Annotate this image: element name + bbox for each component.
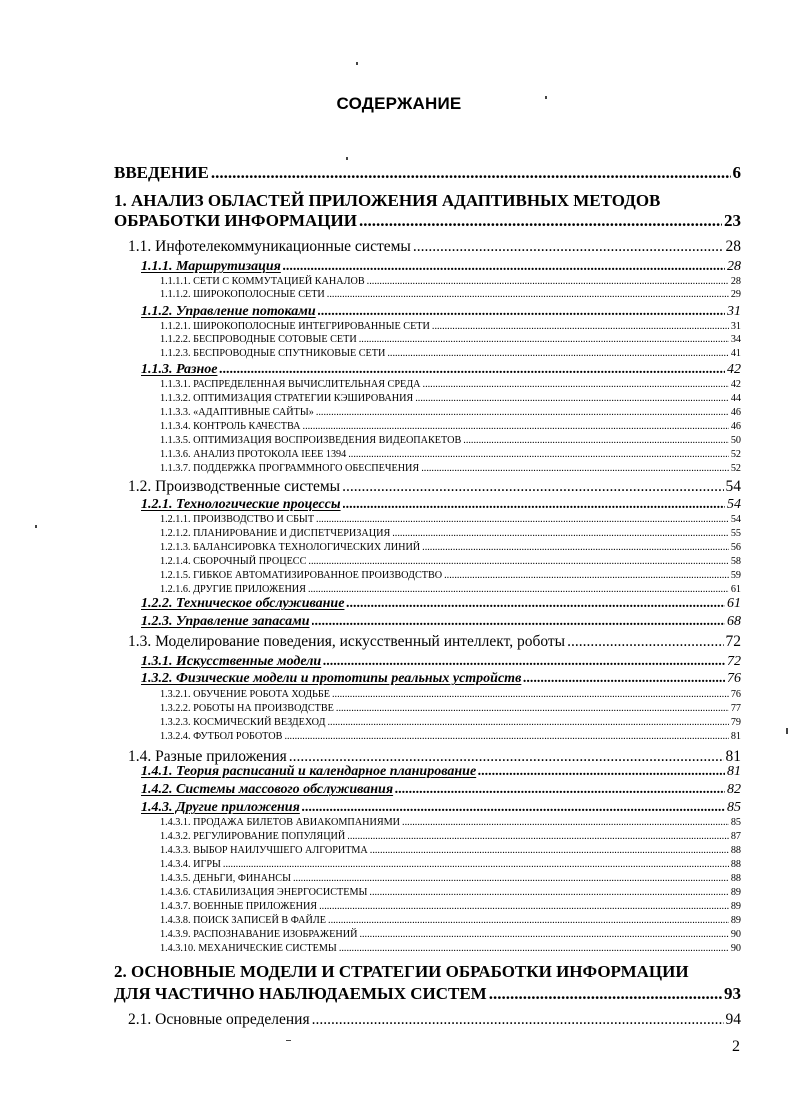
toc-entry-title: 1.4.3.1. ПРОДАЖА БИЛЕТОВ АВИАКОМПАНИЯМИ: [160, 817, 401, 828]
page-title: СОДЕРЖАНИЕ: [336, 94, 462, 113]
toc-entry-page: 89: [730, 915, 741, 926]
toc-entry-title: 1.1.2.1. ШИРОКОПОЛОСНЫЕ ИНТЕГРИРОВАННЫЕ СЕТИ: [160, 321, 430, 332]
toc-entry: [141, 497, 741, 513]
toc-entry-page: 46: [730, 407, 741, 418]
toc-entry-title: 1.3.1. Искусственные модели: [141, 654, 322, 669]
toc-entry-title: 1.1.1.1. СЕТИ С КОММУТАЦИЕЙ КАНАЛОВ: [160, 276, 365, 287]
toc-leader-dots: [339, 943, 729, 954]
toc-entry: [128, 633, 741, 651]
toc-entry-page: 54: [730, 514, 741, 525]
toc-entry-title: 1.2.1.6. ДРУГИЕ ПРИЛОЖЕНИЯ: [160, 584, 306, 595]
scan-speck: [286, 1040, 291, 1041]
toc-entry: [160, 717, 741, 728]
toc-entry: [160, 321, 741, 332]
toc-entry-page: 89: [730, 887, 741, 898]
toc-leader-dots: [367, 276, 729, 287]
toc-entry-page: 6: [732, 163, 741, 182]
toc-leader-dots: [328, 915, 729, 926]
toc-entry: [128, 1011, 741, 1029]
toc-leader-dots: [444, 570, 729, 581]
toc-leader-dots: [283, 259, 725, 275]
toc-entry-title: 1.1.3.6. АНАЛИЗ ПРОТОКОЛА IEEE 1394: [160, 449, 347, 460]
toc-entry: [160, 943, 741, 954]
toc-entry: [114, 163, 741, 183]
toc-entry: [160, 449, 741, 460]
toc-leader-dots: [302, 800, 725, 816]
toc-leader-dots: [327, 289, 729, 300]
toc-leader-dots: [303, 421, 729, 432]
toc-leader-dots: [347, 831, 729, 842]
toc-entry-page: 58: [730, 556, 741, 567]
toc-entry-page: 61: [727, 596, 741, 611]
toc-entry-page: 89: [730, 901, 741, 912]
scan-speck: [786, 728, 788, 734]
page-number: 2: [732, 1038, 740, 1055]
toc-leader-dots: [316, 514, 729, 525]
scan-speck: [545, 96, 547, 99]
toc-leader-dots: [336, 703, 729, 714]
toc-entry-page: 90: [730, 943, 741, 954]
toc-entry-title: 1.1.3.4. КОНТРОЛЬ КАЧЕСТВА: [160, 421, 301, 432]
toc-entry-title: 1.3.2.1. ОБУЧЕНИЕ РОБОТА ХОДЬБЕ: [160, 689, 330, 700]
toc-entry: [141, 800, 741, 816]
toc-leader-dots: [316, 407, 729, 418]
toc-leader-dots: [359, 211, 722, 231]
toc-entry-page: 54: [727, 497, 741, 512]
toc-leader-dots: [312, 614, 725, 630]
toc-entry-page: 50: [730, 435, 741, 446]
toc-leader-dots: [223, 859, 729, 870]
toc-entry-title: 1.3.2.4. ФУТБОЛ РОБОТОВ: [160, 731, 283, 742]
toc-entry-page: 31: [730, 321, 741, 332]
toc-entry: [160, 703, 741, 714]
toc-leader-dots: [342, 478, 723, 496]
toc-entry: [160, 463, 741, 474]
toc-leader-dots: [284, 731, 728, 742]
toc-leader-dots: [327, 717, 728, 728]
toc-entry: [160, 929, 741, 940]
toc-leader-dots: [332, 689, 729, 700]
toc-entry: [160, 435, 741, 446]
toc-entry: [160, 859, 741, 870]
toc-entry-title: 1.2.1.5. ГИБКОЕ АВТОМАТИЗИРОВАННОЕ ПРОИЗВОДСТВО: [160, 570, 443, 581]
toc-entry-page: 68: [727, 614, 741, 629]
toc-entry-title: 1. АНАЛИЗ ОБЛАСТЕЙ ПРИЛОЖЕНИЯ АДАПТИВНЫХ МЕТОДОВ: [114, 191, 661, 210]
toc-entry-page: 54: [725, 478, 741, 495]
toc-entry-page: 88: [730, 873, 741, 884]
toc-entry-title: 1.4.3.4. ИГРЫ: [160, 859, 221, 870]
toc-leader-dots: [308, 556, 728, 567]
toc-entry: [160, 817, 741, 828]
toc-entry-title: 1.1.3. Разное: [141, 362, 218, 377]
toc-leader-dots: [343, 497, 725, 513]
toc-leader-dots: [413, 238, 724, 256]
toc-entry-page: 72: [725, 633, 741, 650]
toc-entry-title: 1.1.2. Управление потоками: [141, 304, 316, 319]
toc-entry-title: 1.1.3.1. РАСПРЕДЕЛЕННАЯ ВЫЧИСЛИТЕЛЬНАЯ СРЕДА: [160, 379, 421, 390]
toc-entry: [141, 782, 741, 798]
toc-entry: [160, 901, 741, 912]
toc-entry: [160, 873, 741, 884]
toc-entry-page: 42: [730, 379, 741, 390]
toc-entry-page: 88: [730, 845, 741, 856]
toc-entry: [160, 556, 741, 567]
toc-entry: [160, 334, 741, 345]
toc-entry-page: 76: [727, 671, 741, 686]
scan-speck: [35, 525, 37, 528]
toc-entry: [160, 348, 741, 359]
toc-entry-title: 1.4.3.3. ВЫБОР НАИЛУЧШЕГО АЛГОРИТМА: [160, 845, 368, 856]
toc-entry-title: 1.2.3. Управление запасами: [141, 614, 310, 629]
toc-leader-dots: [402, 817, 729, 828]
toc-leader-dots: [489, 984, 722, 1004]
toc-leader-dots: [478, 764, 725, 780]
toc-entry: [160, 528, 741, 539]
toc-entry-page: 28: [727, 259, 741, 274]
toc-entry: [141, 362, 741, 378]
toc-entry: [114, 984, 741, 1004]
toc-entry-title: 1.1.1. Маршрутизация: [141, 259, 281, 274]
toc-leader-dots: [211, 163, 731, 183]
toc-entry-title: ДЛЯ ЧАСТИЧНО НАБЛЮДАЕМЫХ СИСТЕМ: [114, 984, 487, 1003]
toc-entry-title: 1.2.1.3. БАЛАНСИРОВКА ТЕХНОЛОГИЧЕСКИХ ЛИНИЙ: [160, 542, 421, 553]
toc-entry: [160, 379, 741, 390]
toc-entry-title: 1.1. Инфотелекоммуникационные системы: [128, 238, 411, 255]
toc-entry-title: 1.2.1. Технологические процессы: [141, 497, 341, 512]
toc-leader-dots: [395, 782, 725, 798]
toc-entry: [160, 407, 741, 418]
toc-entry: [160, 542, 741, 553]
toc-leader-dots: [346, 596, 725, 612]
toc-entry-title: ВВЕДЕНИЕ: [114, 163, 209, 182]
toc-entry-page: 94: [725, 1011, 741, 1028]
toc-entry-page: 42: [727, 362, 741, 377]
toc-entry: [141, 764, 741, 780]
toc-entry-page: 31: [727, 304, 741, 319]
toc-leader-dots: [359, 334, 729, 345]
toc-entry: [160, 421, 741, 432]
toc-entry: [160, 584, 741, 595]
toc-entry-page: 28: [730, 276, 741, 287]
scan-speck: [356, 62, 358, 65]
toc-leader-dots: [219, 362, 725, 378]
toc-entry-title: 1.2.2. Техническое обслуживание: [141, 596, 345, 611]
toc-entry-title: 1.2. Производственные системы: [128, 478, 341, 495]
toc-entry-title: 1.1.2.3. БЕСПРОВОДНЫЕ СПУТНИКОВЫЕ СЕТИ: [160, 348, 386, 359]
toc-entry-title: 1.2.1.4. СБОРОЧНЫЙ ПРОЦЕСС: [160, 556, 307, 567]
toc-entry-page: 87: [730, 831, 741, 842]
toc-entry-title: 1.3.2. Физические модели и прототипы реальных устройств: [141, 671, 522, 686]
toc-leader-dots: [415, 393, 729, 404]
toc-entry: [160, 393, 741, 404]
toc-entry-title: 1.3.2.3. КОСМИЧЕСКИЙ ВЕЗДЕХОД: [160, 717, 326, 728]
toc-entry-page: 82: [727, 782, 741, 797]
toc-leader-dots: [423, 379, 729, 390]
toc-entry-page: 93: [724, 984, 741, 1003]
toc-entry-page: 59: [730, 570, 741, 581]
toc-entry-title: 1.1.3.5. ОПТИМИЗАЦИЯ ВОСПРОИЗВЕДЕНИЯ ВИДЕОПАКЕТОВ: [160, 435, 462, 446]
toc-entry-title: 2. ОСНОВНЫЕ МОДЕЛИ И СТРАТЕГИИ ОБРАБОТКИ ИНФОРМАЦИИ: [114, 962, 689, 981]
toc-entry-title: 1.4.3.2. РЕГУЛИРОВАНИЕ ПОПУЛЯЦИЙ: [160, 831, 346, 842]
toc-leader-dots: [323, 654, 725, 670]
toc-entry-page: 29: [730, 289, 741, 300]
toc-leader-dots: [369, 887, 728, 898]
toc-entry-title: 1.4.3.10. МЕХАНИЧЕСКИЕ СИСТЕМЫ: [160, 943, 337, 954]
toc-entry: [160, 570, 741, 581]
toc-entry-title: 1.3. Моделирование поведения, искусственный интеллект, роботы: [128, 633, 566, 650]
toc-leader-dots: [359, 929, 728, 940]
toc-leader-dots: [348, 449, 729, 460]
toc-entry-title: 2.1. Основные определения: [128, 1011, 310, 1028]
toc-entry: [141, 654, 741, 670]
toc-entry: [114, 211, 741, 231]
toc-entry: [141, 259, 741, 275]
toc-entry: [160, 845, 741, 856]
toc-entry-title: 1.4.3. Другие приложения: [141, 800, 300, 815]
toc-entry-page: 90: [730, 929, 741, 940]
toc-entry-page: 55: [730, 528, 741, 539]
toc-leader-dots: [308, 584, 729, 595]
toc-entry-page: 81: [730, 731, 741, 742]
toc-entry: [160, 915, 741, 926]
toc-entry-page: 52: [730, 463, 741, 474]
toc-entry-page: 76: [730, 689, 741, 700]
toc-entry-title: 1.3.2.2. РОБОТЫ НА ПРОИЗВОДСТВЕ: [160, 703, 334, 714]
toc-entry-title: 1.4.1. Теория расписаний и календарное планирование: [141, 764, 477, 779]
toc-entry: [160, 276, 741, 287]
scan-speck: [346, 157, 348, 160]
toc-entry-page: 81: [725, 748, 741, 765]
toc-entry: [114, 191, 660, 211]
toc-entry-title: 1.1.2.2. БЕСПРОВОДНЫЕ СОТОВЫЕ СЕТИ: [160, 334, 357, 345]
toc-entry-title: 1.1.3.7. ПОДДЕРЖКА ПРОГРАММНОГО ОБЕСПЕЧЕНИЯ: [160, 463, 420, 474]
toc-entry-title: 1.4. Разные приложения: [128, 748, 287, 765]
toc-leader-dots: [422, 542, 729, 553]
toc-entry-title: 1.1.3.3. «АДАПТИВНЫЕ САЙТЫ»: [160, 407, 314, 418]
toc-entry: [128, 478, 741, 496]
toc-entry-page: 28: [725, 238, 741, 255]
toc-entry-title: 1.4.3.9. РАСПОЗНАВАНИЕ ИЗОБРАЖЕНИЙ: [160, 929, 358, 940]
toc-entry: [141, 671, 741, 687]
toc-entry: [160, 514, 741, 525]
toc-entry: [160, 831, 741, 842]
toc-entry-page: 85: [727, 800, 741, 815]
toc-entry-page: 46: [730, 421, 741, 432]
toc-entry: [160, 887, 741, 898]
toc-entry-title: 1.4.3.5. ДЕНЬГИ, ФИНАНСЫ: [160, 873, 291, 884]
toc-leader-dots: [432, 321, 729, 332]
toc-leader-dots: [523, 671, 725, 687]
toc-entry-page: 77: [730, 703, 741, 714]
toc-entry-title: 1.1.1.2. ШИРОКОПОЛОСНЫЕ СЕТИ: [160, 289, 325, 300]
toc-leader-dots: [463, 435, 729, 446]
toc-entry: [114, 962, 689, 982]
toc-entry-title: 1.4.3.7. ВОЕННЫЕ ПРИЛОЖЕНИЯ: [160, 901, 318, 912]
toc-leader-dots: [319, 901, 729, 912]
toc-leader-dots: [392, 528, 729, 539]
toc-entry: [160, 689, 741, 700]
toc-entry-title: 1.2.1.2. ПЛАНИРОВАНИЕ И ДИСПЕТЧЕРИЗАЦИЯ: [160, 528, 391, 539]
toc-entry-page: 88: [730, 859, 741, 870]
toc-entry-page: 61: [730, 584, 741, 595]
toc-entry: [141, 304, 741, 320]
toc-entry: [141, 596, 741, 612]
toc-leader-dots: [421, 463, 729, 474]
toc-leader-dots: [318, 304, 725, 320]
toc-leader-dots: [387, 348, 728, 359]
toc-entry: [141, 614, 741, 630]
toc-leader-dots: [293, 873, 729, 884]
toc-entry-page: 52: [730, 449, 741, 460]
toc-entry-page: 34: [730, 334, 741, 345]
toc-entry: [160, 289, 741, 300]
toc-entry-page: 85: [730, 817, 741, 828]
toc-entry-title: 1.2.1.1. ПРОИЗВОДСТВО И СБЫТ: [160, 514, 315, 525]
toc-entry-title: 1.4.2. Системы массового обслуживания: [141, 782, 394, 797]
toc-entry-page: 41: [730, 348, 741, 359]
toc-leader-dots: [370, 845, 729, 856]
toc-entry-title: ОБРАБОТКИ ИНФОРМАЦИИ: [114, 211, 357, 230]
toc-entry-title: 1.1.3.2. ОПТИМИЗАЦИЯ СТРАТЕГИИ КЭШИРОВАНИЯ: [160, 393, 414, 404]
toc-leader-dots: [567, 633, 723, 651]
toc-entry: [128, 238, 741, 256]
toc-entry-title: 1.4.3.6. СТАБИЛИЗАЦИЯ ЭНЕРГОСИСТЕМЫ: [160, 887, 368, 898]
toc-entry-page: 23: [724, 211, 741, 230]
toc-entry-page: 79: [730, 717, 741, 728]
toc-entry-page: 81: [727, 764, 741, 779]
toc-entry-title: 1.4.3.8. ПОИСК ЗАПИСЕЙ В ФАЙЛЕ: [160, 915, 327, 926]
toc-leader-dots: [312, 1011, 724, 1029]
toc-entry-page: 56: [730, 542, 741, 553]
toc-entry-page: 72: [727, 654, 741, 669]
toc-entry-page: 44: [730, 393, 741, 404]
toc-entry: [160, 731, 741, 742]
